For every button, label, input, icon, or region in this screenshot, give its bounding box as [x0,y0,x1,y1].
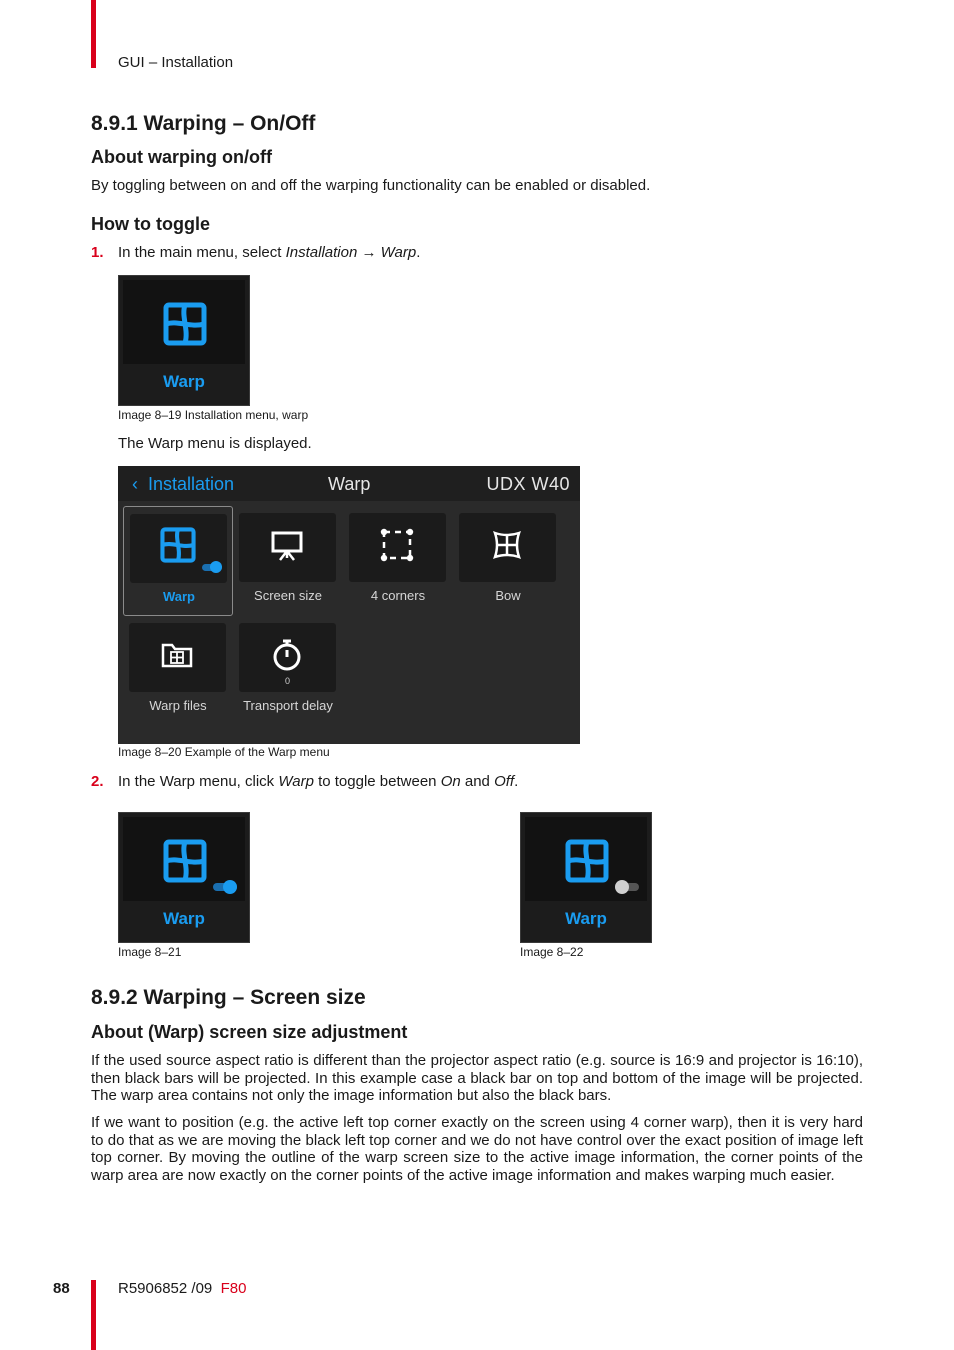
step-2-off: Off [494,773,515,790]
step-1-text [118,244,420,261]
toggle-knob [223,880,237,894]
menu-item-bow[interactable] [453,506,563,616]
warp-tile-label[interactable]: Warp [163,909,205,928]
menu-item-4-corners-label: 4 corners [370,588,426,603]
how-to-toggle-heading: How to toggle [91,214,210,234]
step-2-warp: Warp [278,773,314,790]
footer-red-bar [91,1280,96,1350]
warp-toggle-off[interactable] [615,883,639,891]
step-1-prefix: In the main menu, select [118,244,286,261]
section-title-warping-on-off: 8.9.1 Warping – On/Off [91,112,316,135]
warp-icon [163,302,207,346]
folder-icon [160,638,194,672]
warp-tile-label[interactable]: Warp [565,909,607,928]
step-2-and: and [460,773,495,790]
step-1-menu-path: Installation → Warp [285,244,417,261]
menu-item-warp-label: Warp [162,589,196,604]
warp-tile-image-22 [520,812,652,943]
transport-delay-value: 0 [285,676,291,686]
menu-item-bow-label: Bow [495,588,521,603]
step-2-suffix: . [514,773,519,790]
doc-code: F80 [220,1280,247,1297]
step-2-middle: to toggle between [313,773,441,790]
image-21-caption: Image 8–21 [118,945,182,959]
screen-size-paragraph-2: If we want to position (e.g. the active left top corner exactly on the screen using 4 corner warp), then it is very hard to do that as we are moving the black left top corner and we do not have control over the exact position of image left top corner. By moving the outline of the warp screen size to the active image information, the corner points of the warp area are now exactly on the corner points of the active image information and makes warping much easier. [91,1114,863,1184]
warp-menu-displayed-text: The Warp menu is displayed. [118,435,312,452]
step-2-number: 2. [91,773,104,790]
step-2-on: On [440,773,461,790]
menu-item-screen-size[interactable] [233,506,343,616]
warp-tile-label[interactable]: Warp [163,372,205,391]
step-1-number: 1. [91,244,104,261]
header-red-bar [91,0,96,68]
toggle-knob [615,880,629,894]
chevron-left-icon: ‹ [132,474,138,494]
warp-menu-screenshot [118,466,580,744]
image-22-caption: Image 8–22 [520,945,584,959]
warp-icon [565,839,609,883]
image-20-caption: Image 8–20 Example of the Warp menu [118,745,330,759]
document-reference [118,1280,246,1297]
section-title-warping-screen-size: 8.9.2 Warping – Screen size [91,986,366,1009]
header-section-path: GUI – Installation [118,54,234,71]
stopwatch-icon [270,638,304,672]
menu-item-4-corners[interactable] [343,506,453,616]
menu-item-screen-size-label: Screen size [254,588,322,603]
about-screen-size-heading: About (Warp) screen size adjustment [91,1022,408,1042]
step-1-suffix: . [416,244,421,261]
projector-model: UDX W40 [486,474,570,494]
menu-item-transport-delay[interactable] [233,616,343,726]
warp-menu-header [118,466,580,501]
doc-number: R5906852 /09 [118,1280,213,1297]
about-warping-text: By toggling between on and off the warping functionality can be enabled or disabled. [91,177,651,194]
warp-icon [163,839,207,883]
about-warping-heading: About warping on/off [91,147,272,167]
warp-menu-title: Warp [328,474,371,494]
toggle-knob [210,561,222,573]
menu-item-transport-delay-label: Transport delay [243,698,333,713]
back-label: Installation [148,474,235,494]
image-19-caption: Image 8–19 Installation menu, warp [118,408,309,422]
page-number: 88 [53,1280,70,1297]
step-2-prefix: In the Warp menu, click [118,773,279,790]
screen-size-paragraph-1: If the used source aspect ratio is different than the projector aspect ratio (e.g. source is 16:9 and projector is 16:10), then black bars will be projected. In this example case a black bar on top and bottom of the image will be projected. The warp area contains not only the image information but also the black bars. [91,1052,863,1104]
warp-toggle-on[interactable] [202,564,222,571]
menu-item-warp-files-label: Warp files [149,698,207,713]
menu-item-warp[interactable] [123,506,233,616]
warp-icon [160,527,196,563]
warp-tile-image-21 [118,812,250,943]
warp-toggle-on[interactable] [213,883,237,891]
back-to-installation[interactable] [132,474,234,495]
menu-item-warp-files[interactable] [123,616,233,726]
warp-tile-image-19 [118,275,250,406]
four-corners-icon [380,528,414,562]
screen-icon [270,528,304,562]
bow-icon [490,528,524,562]
step-2-text [118,773,518,790]
